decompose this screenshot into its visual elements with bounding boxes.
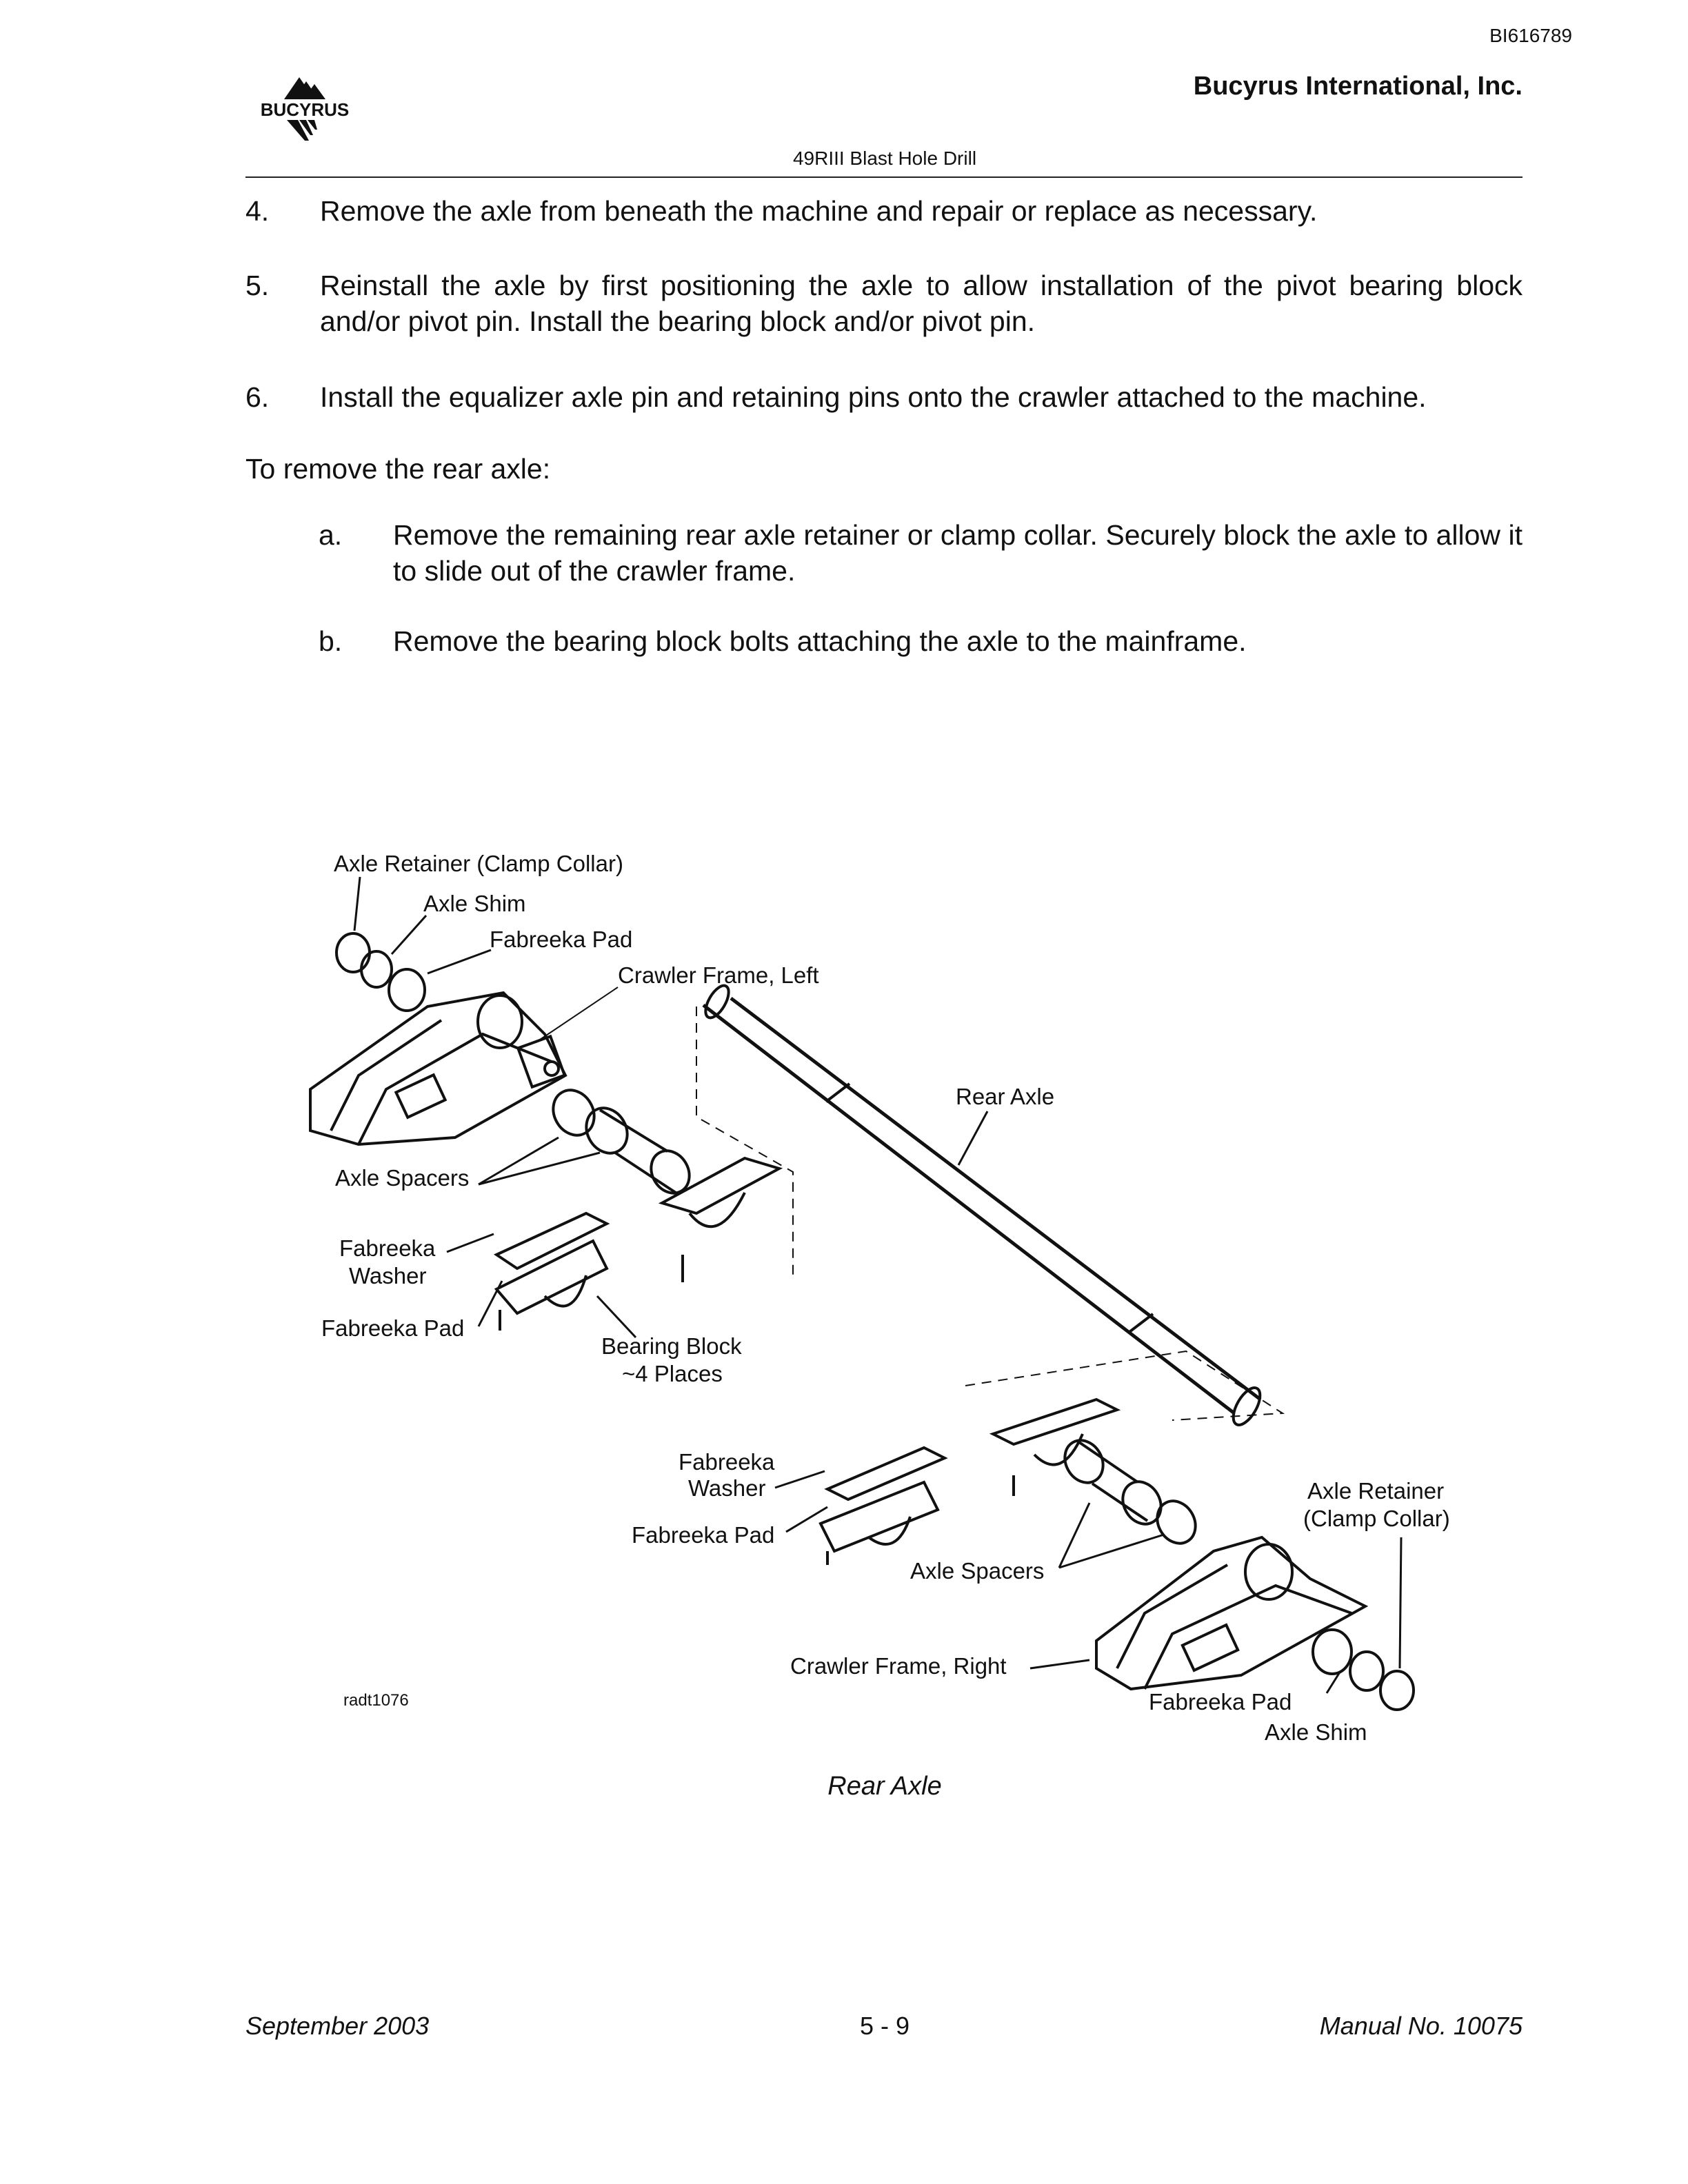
label-fabreeka-pad-right: Fabreeka Pad xyxy=(1149,1689,1292,1715)
substep-letter: a. xyxy=(319,519,343,551)
label-fabreeka-washer-left-2: Washer xyxy=(349,1263,427,1288)
label-axle-shim-top: Axle Shim xyxy=(423,891,526,916)
label-fabreeka-washer-left-1: Fabreeka xyxy=(339,1235,436,1261)
label-axle-retainer-top: Axle Retainer (Clamp Collar) xyxy=(334,851,623,876)
label-fabreeka-pad-mid: Fabreeka Pad xyxy=(632,1522,775,1548)
step-6 xyxy=(245,379,1523,415)
bucyrus-logo xyxy=(243,72,367,148)
intro-text: To remove the rear axle: xyxy=(245,453,551,485)
label-axle-retainer-right-2: (Clamp Collar) xyxy=(1303,1506,1450,1531)
bearing-block-left xyxy=(496,1213,607,1331)
page-number: 5 - 9 xyxy=(859,2012,910,2040)
header-rule xyxy=(245,176,1523,178)
step-4 xyxy=(245,193,1523,229)
label-fabreeka-washer-mid-2: Washer xyxy=(688,1475,766,1501)
axle-shim-right-part xyxy=(1350,1652,1383,1690)
label-axle-retainer-right-1: Axle Retainer xyxy=(1307,1478,1445,1504)
label-fabreeka-pad-left: Fabreeka Pad xyxy=(321,1315,465,1341)
rear-axle-diagram xyxy=(276,827,1489,1765)
label-axle-spacers-right: Axle Spacers xyxy=(910,1558,1045,1584)
step-5 xyxy=(245,267,1523,339)
substep-text: Remove the remaining rear axle retainer or clamp collar. Securely block the axle to allow it to slide out of the crawler frame. xyxy=(393,519,1523,587)
figure-reference-code: radt1076 xyxy=(343,1691,409,1710)
fabreeka-pad-left-part xyxy=(389,969,425,1011)
step-text: Install the equalizer axle pin and retaining pins onto the crawler attached to the machine. xyxy=(320,381,1427,413)
company-name: Bucyrus International, Inc. xyxy=(1193,72,1523,101)
label-rear-axle: Rear Axle xyxy=(956,1084,1055,1109)
bearing-block-lower-mid xyxy=(993,1399,1117,1496)
substep-text: Remove the bearing block bolts attaching the axle to the mainframe. xyxy=(393,625,1247,657)
label-bearing-block-1: Bearing Block xyxy=(601,1333,742,1359)
axle-shim-left-part xyxy=(361,951,392,987)
axle-spacer-right-2 xyxy=(1149,1494,1203,1550)
label-crawler-frame-left: Crawler Frame, Left xyxy=(618,962,819,988)
axle-retainer-right-part xyxy=(1380,1671,1414,1710)
step-number: 6. xyxy=(245,381,270,413)
substep-letter: b. xyxy=(319,625,343,657)
bearing-block-upper-left xyxy=(662,1158,779,1282)
substep-b xyxy=(319,623,1523,659)
rear-axle-drawing xyxy=(701,982,1266,1428)
figure-caption: Rear Axle xyxy=(827,1772,942,1801)
diagram-drawing xyxy=(310,933,1414,1710)
manual-number: Manual No. 10075 xyxy=(1319,2012,1523,2040)
step-number: 5. xyxy=(245,270,270,301)
label-fabreeka-pad-top: Fabreeka Pad xyxy=(490,927,633,952)
document-subtitle: 49RIII Blast Hole Drill xyxy=(792,148,977,169)
fabreeka-pad-right-part xyxy=(1313,1630,1352,1674)
step-text: Reinstall the axle by first positioning the axle to allow installation of the pivot bearing block and/or pivot pin. Install the bearing block and/or pivot pin. xyxy=(320,270,1523,337)
label-crawler-frame-right: Crawler Frame, Right xyxy=(790,1653,1007,1679)
crawler-frame-right-drawing xyxy=(1096,1537,1365,1689)
logo-text: BUCYRUS xyxy=(260,99,350,120)
step-text: Remove the axle from beneath the machine and repair or replace as necessary. xyxy=(320,195,1318,227)
document-id: BI616789 xyxy=(1489,25,1572,46)
substep-a xyxy=(319,517,1523,589)
footer-date: September 2003 xyxy=(245,2012,430,2040)
diagram-labels xyxy=(321,851,1450,1745)
step-number: 4. xyxy=(245,195,270,227)
axle-retainer-left-part xyxy=(336,933,370,972)
bearing-block-mid xyxy=(821,1448,945,1565)
axle-spacer-left-2 xyxy=(579,1101,697,1200)
label-axle-shim-right: Axle Shim xyxy=(1265,1719,1367,1745)
label-bearing-block-2: ~4 Places xyxy=(622,1361,723,1386)
crawler-frame-left-drawing xyxy=(310,993,565,1144)
label-fabreeka-washer-mid-1: Fabreeka xyxy=(679,1449,775,1475)
label-axle-spacers-left: Axle Spacers xyxy=(335,1165,470,1191)
